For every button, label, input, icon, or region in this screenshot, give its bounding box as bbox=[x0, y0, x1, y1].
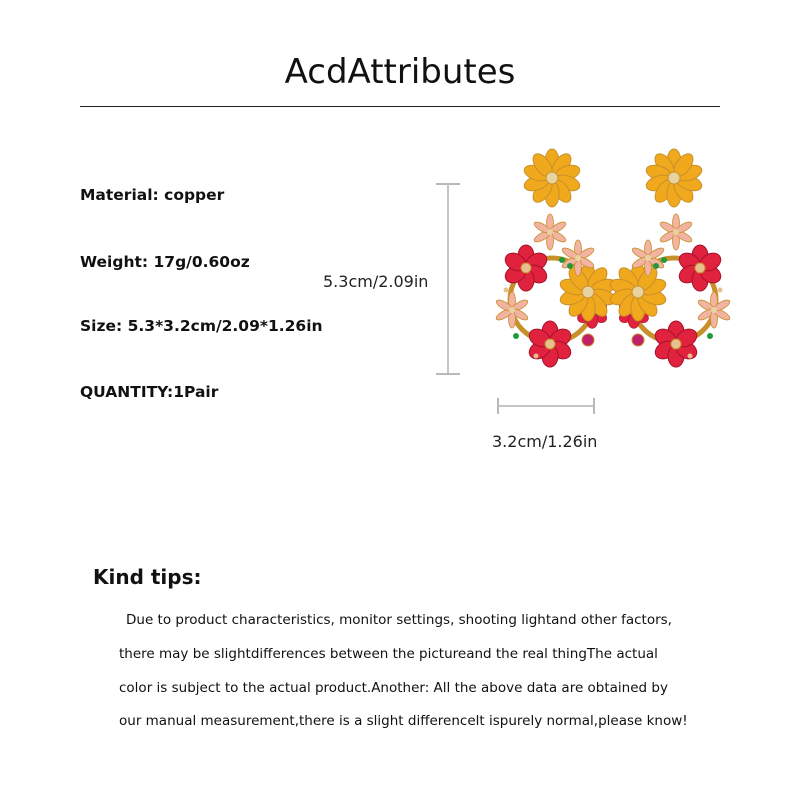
page-title: AcdAttributes bbox=[284, 52, 516, 92]
height-dimension-label: 5.3cm/2.09in bbox=[323, 272, 429, 291]
attribute-weight: Weight: 17g/0.60oz bbox=[80, 253, 250, 271]
width-dimension-label: 3.2cm/1.26in bbox=[492, 432, 598, 451]
width-dimension-line bbox=[494, 396, 598, 416]
kind-tips-line-2: there may be slightdifferences between the pictureand the real thingThe actual bbox=[119, 646, 658, 662]
attribute-material: Material: copper bbox=[80, 186, 225, 204]
kind-tips-line-1: Due to product characteristics, monitor settings, shooting lightand other factors, bbox=[126, 612, 672, 628]
attribute-size: Size: 5.3*3.2cm/2.09*1.26in bbox=[80, 317, 323, 335]
kind-tips-line-3: color is subject to the actual product.Another: All the above data are obtained by bbox=[119, 680, 668, 696]
kind-tips-title: Kind tips: bbox=[93, 565, 202, 589]
height-dimension-line bbox=[430, 178, 466, 380]
attribute-quantity: QUANTITY:1Pair bbox=[80, 383, 219, 401]
product-earrings-image bbox=[462, 140, 772, 380]
title-divider bbox=[80, 106, 720, 107]
kind-tips-line-4: our manual measurement,there is a slight differencelt ispurely normal,please know! bbox=[119, 713, 688, 729]
